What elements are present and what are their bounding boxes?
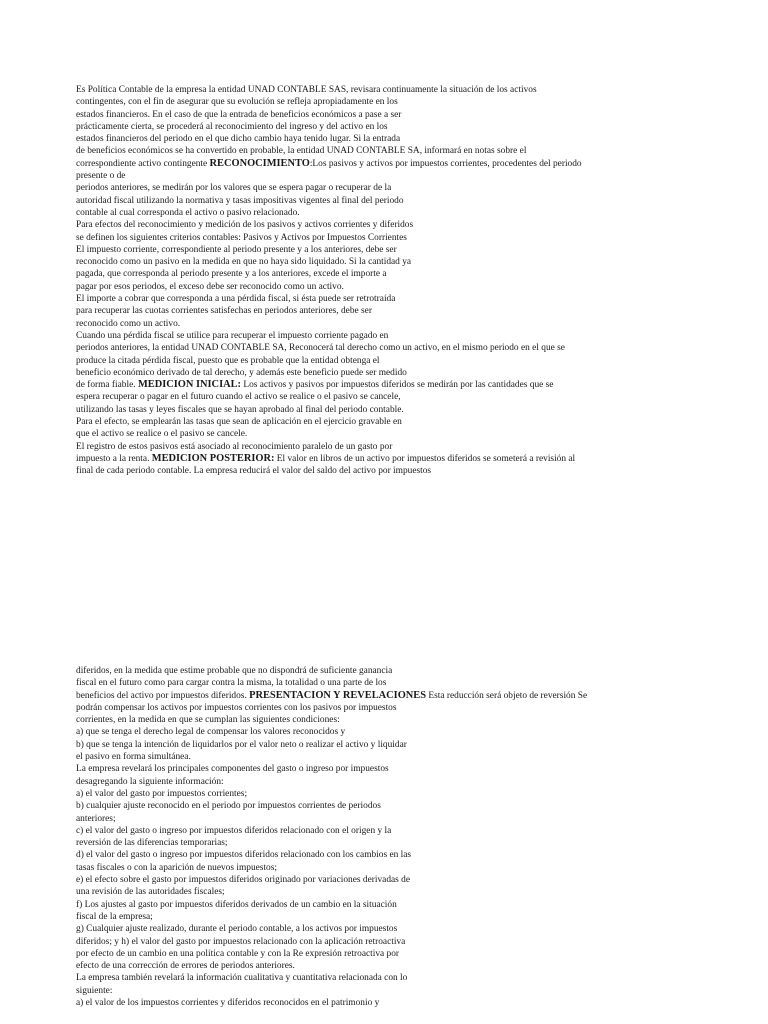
text-line (76, 232, 582, 244)
text-segment: pagar por esos periodos, el exceso debe ser reconocido como un activo. (76, 281, 344, 292)
text-line (76, 800, 587, 812)
text-segment: a) que se tenga el derecho legal de compensar los valores reconocidos y (76, 727, 346, 738)
text-line (76, 739, 587, 751)
text-segment: contingentes, con el fin de asegurar que su evolución se refleja apropiadamente en los (76, 97, 398, 108)
text-segment: desagregando la siguiente información: (76, 776, 224, 787)
text-line (76, 911, 587, 923)
text-segment: por efecto de un cambio en una política contable y con la Re expresión retroactiva por (76, 948, 400, 959)
text-segment: diferidos; y h) el valor del gasto por impuestos relacionado con la aplicación retroactiva (76, 936, 406, 947)
text-segment: c) el valor del gasto o ingreso por impuestos diferidos relacionado con el origen y la (76, 825, 392, 836)
text-segment: para recuperar las cuotas corrientes satisfechas en periodos anteriores, debe ser (76, 306, 372, 317)
text-line (76, 318, 582, 330)
text-segment: se definen los siguientes criterios contables: Pasivos y Activos por Impuestos Corrientes (76, 232, 407, 243)
text-line (76, 268, 582, 280)
text-line (76, 923, 587, 935)
text-line (76, 972, 587, 984)
text-segment: La empresa también revelará la información cualitativa y cuantitativa relacionada con lo (76, 973, 408, 984)
text-line (76, 109, 582, 121)
text-segment: diferidos, en la medida que estime probable que no dispondrá de suficiente ganancia (76, 666, 393, 676)
text-segment: produce la citada pérdida fiscal, puesto que es probable que la entidad obtenga el (76, 355, 380, 366)
text-segment: estados financieros del periodo en el que dicho cambio haya tenido lugar. Si la entrada (76, 134, 401, 145)
text-block-top (76, 84, 582, 478)
text-segment: periodos anteriores, la entidad UNAD CONTABLE SA, Reconocerá tal derecho como un activo, en el mismo periodo en el que se (76, 343, 565, 354)
text-line (76, 874, 587, 886)
text-line (76, 948, 587, 960)
text-segment: prácticamente cierta, se procederá al reconocimiento del ingreso y del activo en los (76, 121, 388, 132)
text-line (76, 244, 582, 256)
text-segment: corrientes, en la medida en que se cumplan las siguientes condiciones: (76, 715, 340, 726)
text-segment: El valor en libros de un activo por impuestos diferidos se someterá a revisión al (274, 453, 576, 464)
text-segment: de forma fiable. (76, 380, 138, 391)
text-block-bottom (76, 665, 587, 1009)
text-segment: El importe a cobrar que corresponda a una pérdida fiscal, si ésta puede ser retrotraída (76, 294, 396, 305)
text-line (76, 813, 587, 825)
text-segment: a) el valor del gasto por impuestos corrientes; (76, 788, 248, 799)
text-segment: reconocido como un activo. (76, 318, 181, 329)
text-segment: podrán compensar los activos por impuestos corrientes con los pasivos por impuestos (76, 702, 397, 713)
text-segment: fiscal de la empresa; (76, 911, 153, 922)
text-segment: Para el efecto, se emplearán las tasas que sean de aplicación en el ejercicio gravable en (76, 417, 402, 428)
text-segment: tasas fiscales o con la aparición de nuevos impuestos; (76, 862, 277, 873)
text-line (76, 763, 587, 775)
text-segment: utilizando las tasas y leyes fiscales que se hayan aprobado al final del periodo contable. (76, 404, 404, 415)
text-line (76, 849, 587, 861)
text-line (76, 899, 587, 911)
text-line (76, 330, 582, 342)
text-segment: e) el efecto sobre el gasto por impuestos diferidos originado por variaciones derivadas de (76, 875, 411, 886)
text-segment: correspondiente activo contingente (76, 158, 210, 169)
text-segment: beneficios del activo por impuestos diferidos. (76, 690, 250, 701)
section-heading: RECONOCIMIENTO (209, 157, 310, 169)
section-heading: MEDICION POSTERIOR: (151, 452, 275, 464)
text-line (76, 886, 587, 898)
text-line (76, 677, 587, 689)
text-line (76, 281, 582, 293)
text-line (76, 379, 582, 391)
text-segment: presente o de (76, 171, 126, 182)
text-segment: beneficio económico derivado de tal derecho, y además este beneficio puede ser medido (76, 367, 407, 378)
text-segment: periodos anteriores, se medirán por los valores que se espera pagar o recuperar de la (76, 183, 392, 194)
text-line (76, 776, 587, 788)
section-heading: MEDICION INICIAL: (137, 379, 242, 391)
text-line (76, 207, 582, 219)
text-line (76, 342, 582, 354)
text-line (76, 355, 582, 367)
text-segment: fiscal en el futuro como para cargar contra la misma, la totalidad o una parte de los (76, 678, 387, 689)
text-line (76, 367, 582, 379)
section-heading: PRESENTACION Y REVELACIONES (249, 689, 427, 701)
text-segment: El registro de estos pasivos está asociado al reconocimiento paralelo de un gasto por (76, 441, 393, 452)
text-line (76, 133, 582, 145)
text-segment: espera recuperar o pagar en el futuro cuando el activo se realice o el pasivo se cancele, (76, 392, 401, 403)
text-segment: b) cualquier ajuste reconocido en el periodo por impuestos corrientes de periodos (76, 801, 381, 812)
text-segment: estados financieros. En el caso de que la entrada de beneficios económicos a pase a ser (76, 109, 402, 120)
text-line (76, 936, 587, 948)
text-line (76, 690, 587, 702)
text-line (76, 788, 587, 800)
text-segment: d) el valor del gasto o ingreso por impuestos diferidos relacionado con los cambios en las (76, 850, 412, 861)
text-line (76, 665, 587, 677)
text-segment: anteriores; (76, 813, 116, 824)
text-segment: Esta reducción será objeto de reversión Se (426, 690, 588, 701)
text-segment: pagada, que corresponda al periodo presente y a los anteriores, excede el importe a (76, 269, 387, 280)
text-line (76, 145, 582, 157)
text-segment: :Los pasivos y activos por impuestos corrientes, procedentes del periodo (309, 158, 582, 169)
text-line (76, 305, 582, 317)
text-line (76, 170, 582, 182)
text-line (76, 997, 587, 1009)
text-line (76, 182, 582, 194)
text-line (76, 714, 587, 726)
text-segment: efecto de una corrección de errores de periodos anteriores. (76, 961, 295, 972)
text-segment: una revisión de las autoridades fiscales; (76, 887, 225, 898)
text-segment: b) que se tenga la intención de liquidarlos por el valor neto o realizar el activo y liquidar (76, 739, 407, 750)
text-line (76, 837, 587, 849)
text-segment: final de cada periodo contable. La empresa reducirá el valor del saldo del activo por impuestos (76, 466, 432, 477)
text-segment: Para efectos del reconocimiento y medición de los pasivos y activos corrientes y diferidos (76, 220, 414, 231)
text-line (76, 453, 582, 465)
text-line (76, 158, 582, 170)
text-segment: g) Cualquier ajuste realizado, durante el periodo contable, a los activos por impuestos (76, 924, 398, 935)
text-line (76, 702, 587, 714)
text-segment: Cuando una pérdida fiscal se utilice para recuperar el impuesto corriente pagado en (76, 330, 389, 341)
text-line (76, 195, 582, 207)
text-line (76, 416, 582, 428)
text-segment: f) Los ajustes al gasto por impuestos diferidos derivados de un cambio en la situación (76, 899, 397, 910)
text-segment: La empresa revelará los principales componentes del gasto o ingreso por impuestos (76, 764, 389, 775)
text-line (76, 293, 582, 305)
text-segment: Los activos y pasivos por impuestos diferidos se medirán por las cantidades que se (241, 380, 554, 391)
text-line (76, 404, 582, 416)
text-segment: El impuesto corriente, correspondiente al periodo presente y a los anteriores, debe ser (76, 244, 397, 255)
text-segment: autoridad fiscal utilizando la normativa y tasas impositivas vigentes al final del periodo (76, 195, 404, 206)
text-line (76, 121, 582, 133)
text-line (76, 960, 587, 972)
text-segment: siguiente: (76, 985, 113, 996)
text-segment: contable al cual corresponda el activo o pasivo relacionado. (76, 207, 300, 218)
text-line (76, 428, 582, 440)
text-line (76, 84, 582, 96)
text-segment: Es Política Contable de la empresa la entidad UNAD CONTABLE SAS, revisara continuamente la situación de los activos (76, 85, 537, 95)
text-segment: a) el valor de los impuestos corrientes y diferidos reconocidos en el patrimonio y (76, 998, 380, 1009)
text-segment: reconocido como un pasivo en la medida en que no haya sido liquidado. Si la cantidad ya (76, 257, 412, 268)
text-line (76, 862, 587, 874)
text-segment: reversión de las diferencias temporarias; (76, 838, 228, 849)
text-line (76, 96, 582, 108)
text-line (76, 825, 587, 837)
text-line (76, 256, 582, 268)
text-line (76, 441, 582, 453)
text-segment: de beneficios económicos se ha convertido en probable, la entidad UNAD CONTABLE SA, informará en notas sobre el (76, 146, 527, 157)
text-segment: que el activo se realice o el pasivo se cancele. (76, 429, 248, 440)
text-segment: impuesto a la renta. (76, 453, 152, 464)
text-line (76, 751, 587, 763)
text-line (76, 726, 587, 738)
text-line (76, 219, 582, 231)
text-line (76, 465, 582, 477)
text-line (76, 985, 587, 997)
text-line (76, 391, 582, 403)
text-segment: el pasivo en forma simultánea. (76, 752, 191, 763)
